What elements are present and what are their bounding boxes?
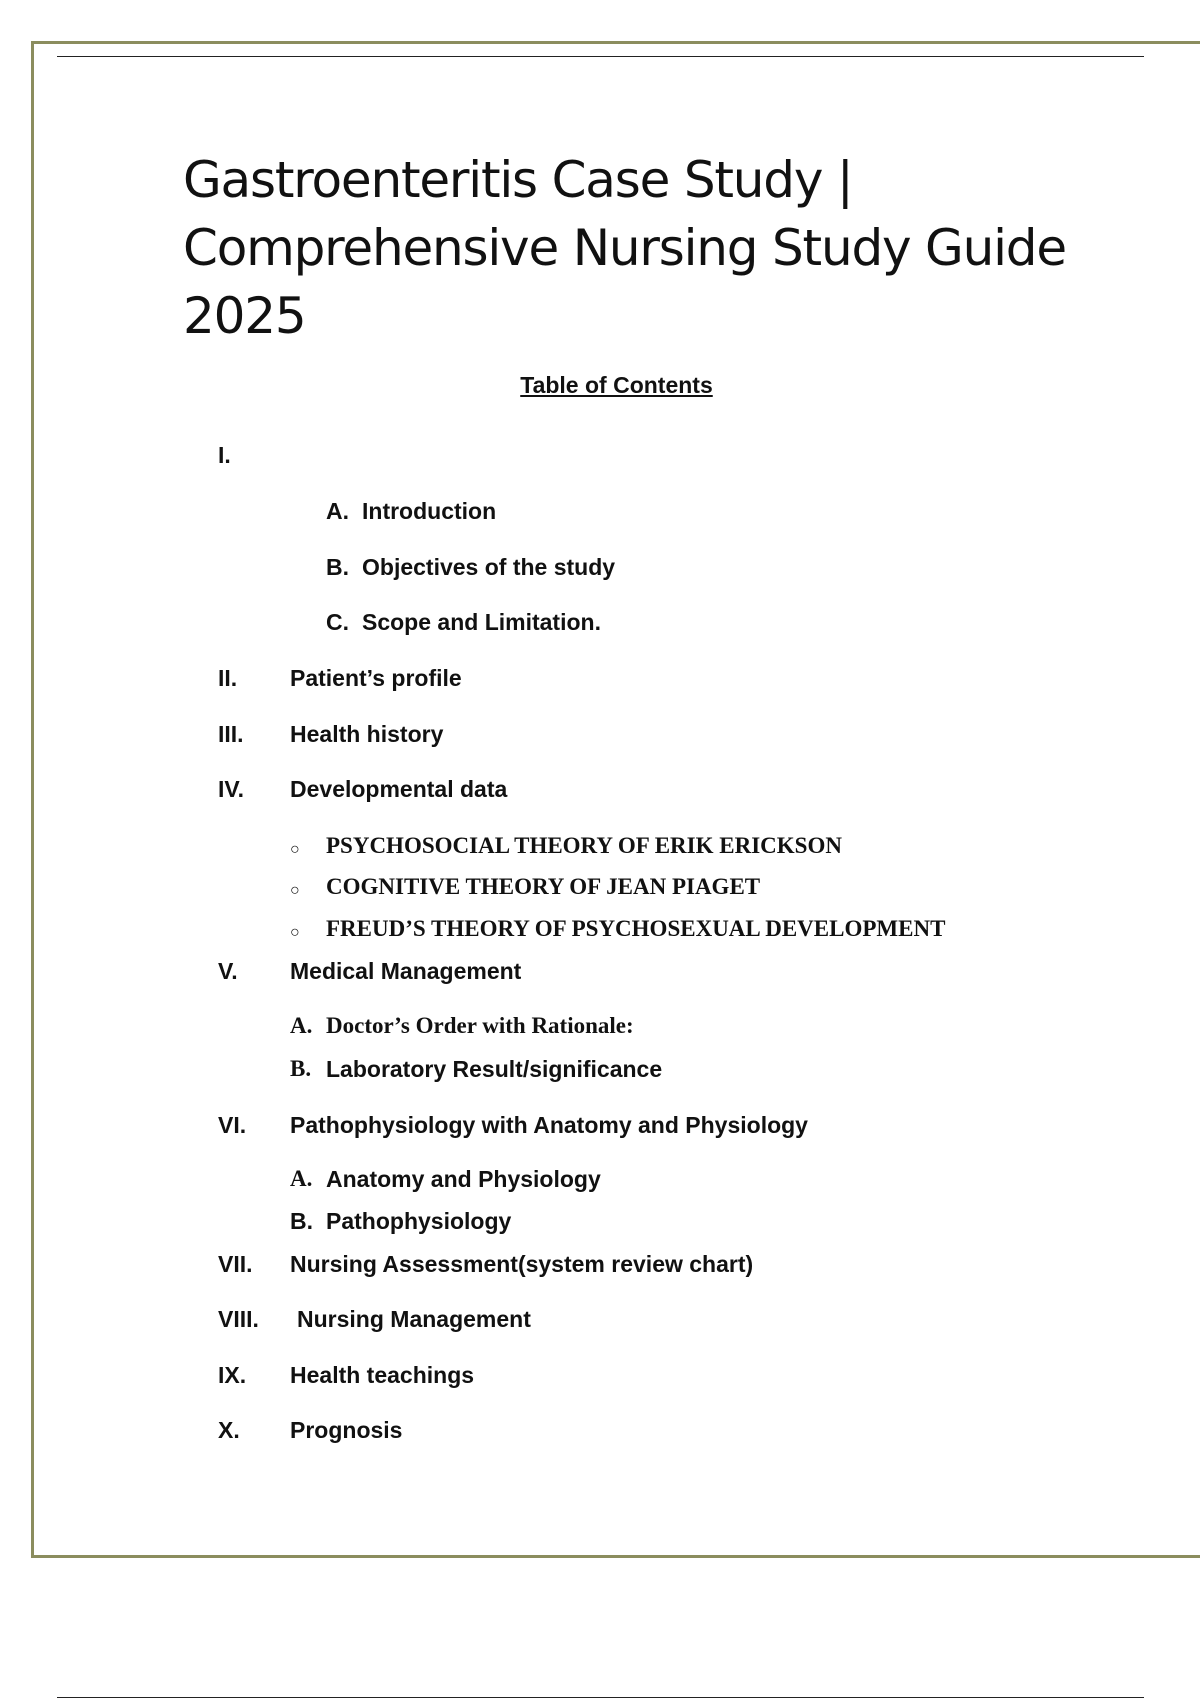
toc-item-number: IV.: [218, 776, 245, 802]
toc-item-number: VIII.: [218, 1306, 259, 1332]
toc-subitem-letter: C.: [326, 609, 349, 635]
toc-subitem-text: Objectives of the study: [362, 554, 616, 580]
document-title: [183, 146, 1083, 350]
toc-item-text: Health teachings: [290, 1362, 475, 1388]
circle-bullet-icon: ○: [290, 841, 300, 858]
toc-subitem-text: Scope and Limitation.: [362, 609, 601, 635]
toc-bullet-text: FREUD’S THEORY OF PSYCHOSEXUAL DEVELOPMENT: [326, 916, 946, 941]
title-line: Gastroenteritis Case Study |: [183, 151, 853, 209]
toc-subitem-letter: A.: [290, 1166, 313, 1191]
toc-item-text: Health history: [290, 721, 444, 747]
circle-bullet-icon: ○: [290, 924, 300, 941]
toc-item-text: Pathophysiology with Anatomy and Physiology: [290, 1112, 808, 1138]
toc-subitem-text: Doctor’s Order with Rationale:: [326, 1013, 634, 1038]
toc-item-number: V.: [218, 958, 238, 984]
toc-item-text: Patient’s profile: [290, 665, 462, 691]
toc-item-text: Nursing Management: [297, 1306, 531, 1332]
toc-subitem-letter: A.: [290, 1013, 313, 1038]
toc-item-text: Developmental data: [290, 776, 508, 802]
toc-item-number: IX.: [218, 1362, 247, 1388]
header-rule: [57, 56, 1144, 57]
footer-rule: [57, 1697, 1144, 1698]
toc-subitem-text: Pathophysiology: [326, 1208, 512, 1234]
toc-subitem-text: Anatomy and Physiology: [326, 1166, 601, 1192]
toc-heading: Table of Contents: [520, 372, 713, 398]
title-line: 2025: [183, 287, 306, 345]
toc-item-number: VII.: [218, 1251, 253, 1277]
toc-item-number: X.: [218, 1417, 240, 1443]
toc-subitem-letter: A.: [326, 498, 349, 524]
toc-subitem-letter: B.: [290, 1208, 313, 1234]
toc-item-number: I.: [218, 442, 231, 468]
toc-item-number: III.: [218, 721, 244, 747]
toc-item-number: VI.: [218, 1112, 247, 1138]
title-line: Comprehensive Nursing Study Guide: [183, 219, 1066, 277]
toc-bullet-text: COGNITIVE THEORY OF JEAN PIAGET: [326, 874, 761, 899]
toc-item-text: Medical Management: [290, 958, 522, 984]
toc-bullet-text: PSYCHOSOCIAL THEORY OF ERIK ERICKSON: [326, 833, 842, 858]
toc-subitem-letter: B.: [290, 1056, 312, 1081]
circle-bullet-icon: ○: [290, 882, 300, 899]
toc-item-number: II.: [218, 665, 238, 691]
toc-item-text: Prognosis: [290, 1417, 403, 1443]
toc-subitem-text: Introduction: [362, 498, 497, 524]
toc-subitem-letter: B.: [326, 554, 349, 580]
toc-subitem-text: Laboratory Result/significance: [326, 1056, 663, 1082]
toc-item-text: Nursing Assessment(system review chart): [290, 1251, 754, 1277]
